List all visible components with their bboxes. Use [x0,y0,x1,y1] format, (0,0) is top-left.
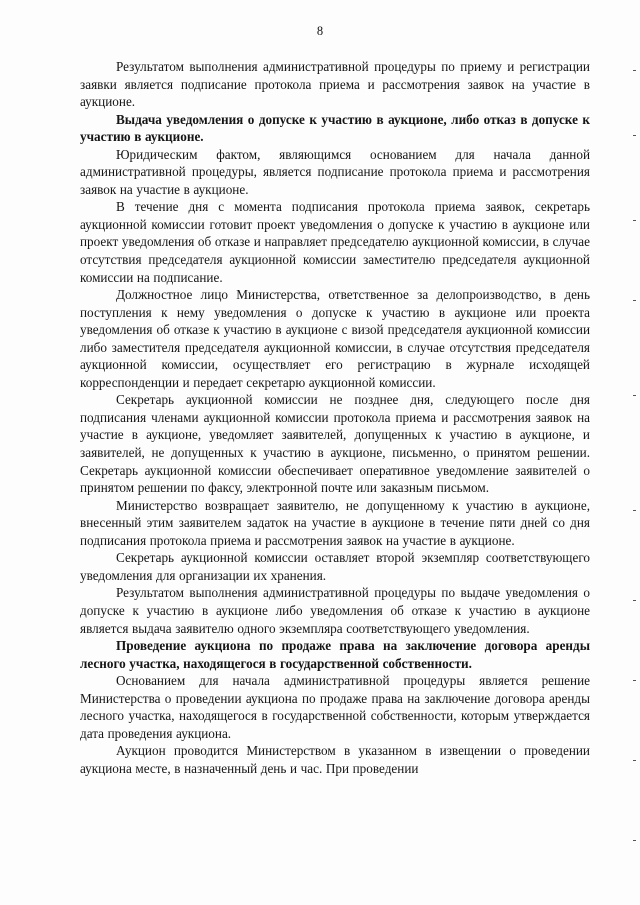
paragraph-secretary-notifies: Секретарь аукционной комиссии не позднее дня, следующего после дня подписания членами аукционной комиссии протокола приема и рассмотрения заявок на участие в аукционе, уведомляет заявителей, допущенных к участию в аукционе, и заявителей, не допущенных к участию в аукционе, письменно, о принятом решении. Секретарь аукционной комиссии обеспечивает оперативное уведомление заявителей о принятом решении по факсу, электронной почте или заказным письмом. [80,392,590,496]
page-number: 8 [316,24,324,38]
section-heading-admission-notice: Выдача уведомления о допуске к участию в аукционе, либо отказ в допуске к участию в аукционе. [80,111,590,145]
paragraph-official-registers: Должностное лицо Министерства, ответственное за делопроизводство, в день поступления к нему уведомления о допуске к участию в аукционе или проекта уведомления об отказе к участию в аукционе с визой председателя аукционной комиссии либо заместителя председателя аукционной комиссии, в случае отсутствия председателя аукционной комиссии, осуществляет его регистрацию в журнале исходящей корреспонденции и передает секретарю аукционной комиссии. [80,287,590,390]
scan-edge-marks [632,40,636,880]
paragraph-result-registration: Результатом выполнения административной процедуры по приему и регистрации заявки является подписание протокола приема и рассмотрения заявок на участие в аукционе. [80,59,590,110]
document-body [80,58,590,777]
paragraph-legal-fact: Юридическим фактом, являющимся основанием для начала данной административной процедуры, является подписание протокола приема и рассмотрения заявок на участие в аукционе. [80,146,590,197]
paragraph-auction-basis: Основанием для начала административной процедуры является решение Министерства о проведении аукциона по продаже права на заключение договора аренды лесного участка, находящегося в государственной собственности, которым утверждается дата проведения аукциона. [80,673,590,741]
paragraph-auction-conducted: Аукцион проводится Министерством в указанном в извещении о проведении аукциона месте, в назначенный день и час. При проведении [80,743,590,776]
paragraph-second-copy: Секретарь аукционной комиссии оставляет второй экземпляр соответствующего уведомления для организации их хранения. [80,550,590,583]
section-heading-auction: Проведение аукциона по продаже права на заключение договора аренды лесного участка, находящегося в государственной собственности. [80,638,590,671]
paragraph-secretary-prepares: В течение дня с момента подписания протокола приема заявок, секретарь аукционной комиссии готовит проект уведомления о допуске к участию в аукционе или проект уведомления об отказе и направляет председателю аукционной комиссии, в случае отсутствия председателя аукционной комиссии заместителю председателя аукционной комиссии на подписание. [80,199,590,285]
paragraph-result-notice: Результатом выполнения административной процедуры по выдаче уведомления о допуске к участию в аукционе либо уведомления об отказе к участию в аукционе является выдача заявителю одного экземпляра соответствующего уведомления. [80,585,590,636]
paragraph-deposit-return: Министерство возвращает заявителю, не допущенному к участию в аукционе, внесенный этим заявителем задаток на участие в аукционе в течение пяти дней со дня подписания протокола приема и рассмотрения заявок на участие в аукционе. [80,497,590,548]
